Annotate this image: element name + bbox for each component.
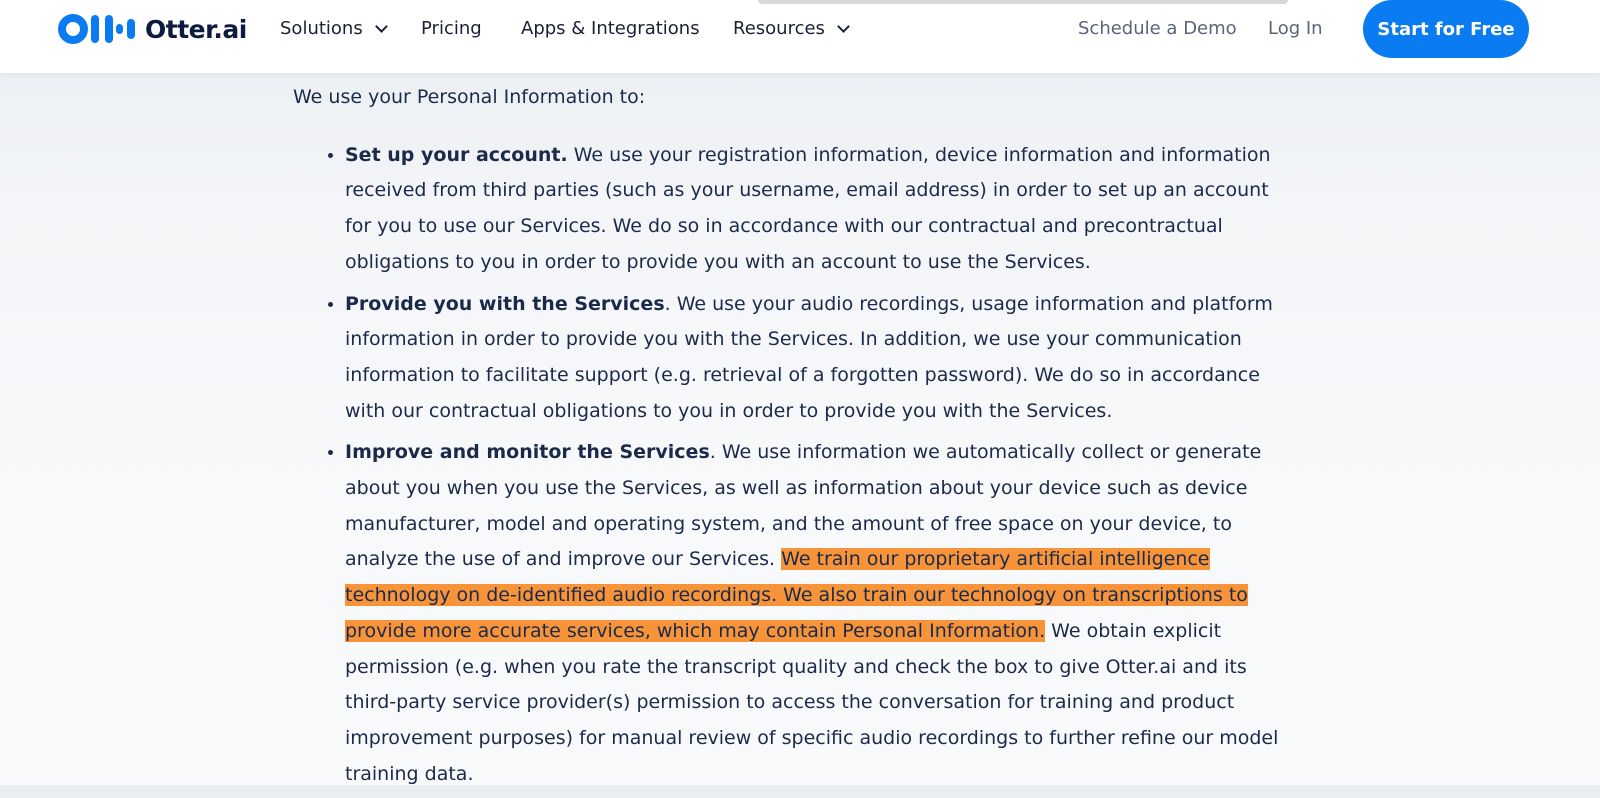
login-link[interactable]: Log In xyxy=(1268,18,1323,39)
nav-apps-integrations[interactable] xyxy=(521,18,700,39)
otter-logo-icon xyxy=(58,14,136,44)
item-text-after: We obtain explicit permission (e.g. when you rate the transcript quality and check the box to give Otter.ai and its third-party service provider(s) permission to access the conversation for training and product improvement purposes) for manual review of specific audio recordings to further refine our model training data. xyxy=(345,619,1279,785)
otter-logo[interactable] xyxy=(58,14,247,44)
nav-label: Solutions xyxy=(280,18,363,39)
nav-resources[interactable] xyxy=(733,18,848,39)
list-item xyxy=(345,435,1285,792)
logo-text: Otter.ai xyxy=(145,14,247,44)
item-title: Provide you with the Services xyxy=(345,292,665,315)
list-item xyxy=(345,138,1285,281)
nav-label: Apps & Integrations xyxy=(521,18,700,39)
intro-text: We use your Personal Information to: xyxy=(293,86,646,108)
item-title: Improve and monitor the Services xyxy=(345,441,710,464)
item-text: . We use your audio recordings, usage information and platform information in order to provide you with the Services. In addition, we use your communication information to facilitate support (e.g. retrieval of a forgotten password). We do so in accordance with our contractual obligations to you in order to provide you with the Services. xyxy=(345,292,1273,422)
chevron-down-icon xyxy=(837,20,850,33)
item-title: Set up your account. xyxy=(345,143,568,166)
chevron-down-icon xyxy=(375,20,388,33)
nav-solutions[interactable] xyxy=(280,18,386,39)
schedule-demo-link[interactable]: Schedule a Demo xyxy=(1078,18,1237,39)
nav-label: Pricing xyxy=(421,18,482,39)
overlay-edge xyxy=(758,0,1288,4)
nav-pricing[interactable] xyxy=(421,18,482,39)
start-for-free-button[interactable]: Start for Free xyxy=(1363,0,1529,58)
privacy-policy-content xyxy=(293,80,1293,798)
top-navigation-bar xyxy=(0,0,1600,73)
highlighted-text: We train our proprietary artificial intelligence technology on de-identified audio recordings. We also train our technology on transcriptions to provide more accurate services, which may contain Personal Information. xyxy=(345,548,1248,642)
usage-list xyxy=(293,138,1293,793)
item-text: . We use information we automatically collect or generate about you when you use the Services, as well as information about your device such as device manufacturer, model and operating system, and the amount of free space on your device, to analyze the use of and improve our Services. xyxy=(345,441,1262,571)
list-item xyxy=(345,287,1285,430)
nav-label: Resources xyxy=(733,18,825,39)
item-text: We use your registration information, device information and information received from third parties (such as your username, email address) in order to set up an account for you to use our Services. We do so in accordance with our contractual and precontractual obligations to you in order to provide you with an account to use the Services. xyxy=(345,143,1271,273)
